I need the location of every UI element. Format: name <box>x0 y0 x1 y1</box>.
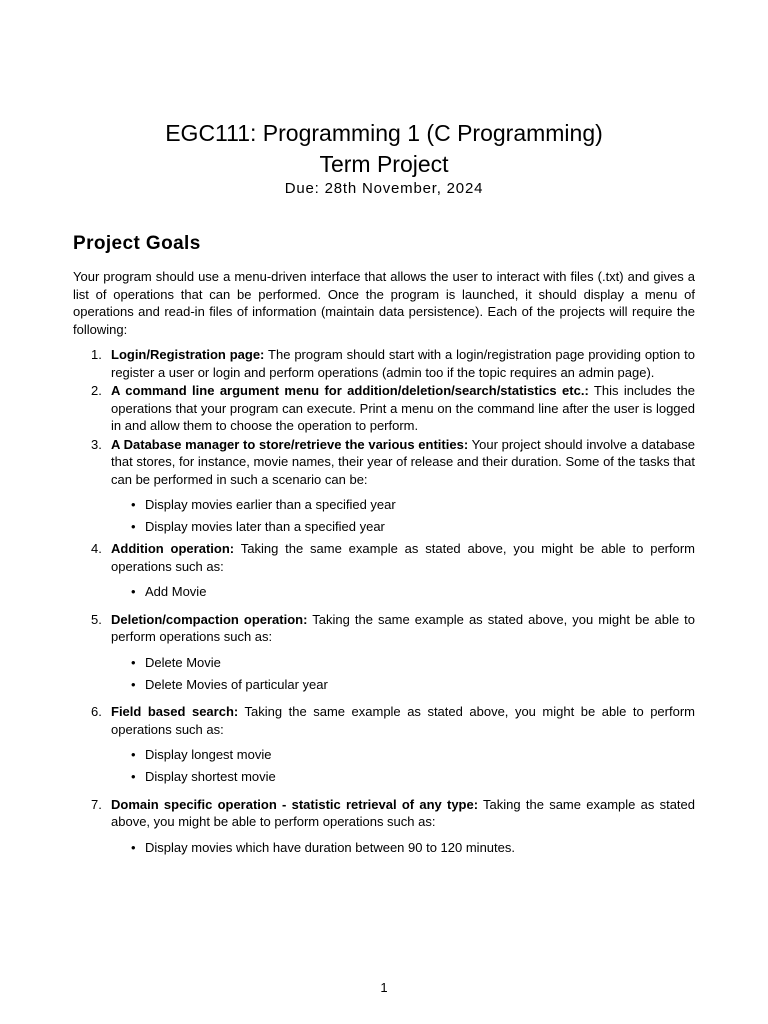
bullet-icon: • <box>131 676 136 692</box>
page-number: 1 <box>380 980 388 995</box>
section-heading-project-goals: Project Goals <box>73 233 201 254</box>
bullet-icon: • <box>131 747 136 762</box>
bullet-list <box>111 654 695 694</box>
requirements-list <box>73 346 695 861</box>
list-item-text <box>111 703 695 738</box>
bullet-icon: • <box>131 497 136 512</box>
list-item-label: Login/Registration page: <box>111 347 265 362</box>
bullet-item <box>111 768 695 786</box>
document-title: EGC111: Programming 1 (C Programming) <box>165 120 603 146</box>
list-item <box>73 796 695 857</box>
list-item-label: Field based search: <box>111 704 239 719</box>
list-item-body: Taking the same example as stated above, you might be able to perform operations such as: <box>111 541 696 574</box>
list-item-text <box>111 346 695 381</box>
bullet-item <box>111 676 695 694</box>
list-item-body: The program should start with a login/registration page providing option to register a user or login and perform operations (admin too if the topic requires an admin page). <box>111 347 695 380</box>
list-item <box>73 540 695 601</box>
list-item <box>73 436 695 536</box>
list-item-body: Your project should involve a database that stores, for instance, movie names, their year of release and their duration. Some of the tasks that can be performed in such a scenario can be: <box>111 436 696 487</box>
list-item-number: 2. <box>91 383 102 398</box>
bullet-text: Display longest movie <box>145 747 272 762</box>
list-item-body: Taking the same example as stated above, you might be able to perform operations such as: <box>111 796 695 829</box>
bullet-list <box>111 839 695 857</box>
bullet-text: Add Movie <box>145 584 207 599</box>
bullet-list <box>111 583 695 601</box>
bullet-item <box>111 496 695 514</box>
list-item-label: A Database manager to store/retrieve the various entities: <box>111 436 469 452</box>
list-item-body: This includes the operations that your program can execute. Print a menu on the command line after the user is logged in and allow them to choose the operation to perform. <box>111 383 695 433</box>
bullet-list <box>111 746 695 786</box>
list-item-label: Domain specific operation - statistic retrieval of any type: <box>111 796 479 812</box>
due-date: Due: 28th November, 2024 <box>284 180 484 197</box>
bullet-icon: • <box>131 584 136 599</box>
list-item-label: Addition operation: <box>111 541 235 556</box>
bullet-item <box>111 839 695 857</box>
list-item-text <box>111 382 695 435</box>
bullet-item <box>111 583 695 601</box>
bullet-text: Delete Movies of particular year <box>145 676 328 692</box>
bullet-item <box>111 746 695 764</box>
bullet-text: Delete Movie <box>145 654 221 670</box>
bullet-text: Display movies which have duration between 90 to 120 minutes. <box>145 839 515 855</box>
bullet-text: Display movies later than a specified year <box>145 519 385 534</box>
list-item-text <box>111 540 695 575</box>
list-item <box>73 611 695 694</box>
bullet-list <box>111 496 695 536</box>
list-item-body: Taking the same example as stated above, you might be able to perform operations such as: <box>111 611 695 644</box>
list-item-number: 4. <box>91 541 102 556</box>
list-item-text <box>111 796 695 831</box>
list-item-text <box>111 611 695 646</box>
bullet-icon: • <box>131 839 136 855</box>
bullet-icon: • <box>131 654 136 670</box>
bullet-icon: • <box>131 519 136 534</box>
bullet-item <box>111 654 695 672</box>
list-item-label: A command line argument menu for addition/deletion/search/statistics etc.: <box>111 383 589 398</box>
list-item <box>73 703 695 786</box>
list-item <box>73 346 695 381</box>
bullet-text: Display shortest movie <box>145 769 276 784</box>
list-item-number: 7. <box>91 796 102 812</box>
list-item <box>73 382 695 435</box>
list-item-text <box>111 436 695 489</box>
list-item-number: 5. <box>91 611 102 627</box>
list-item-number: 6. <box>91 704 102 719</box>
bullet-icon: • <box>131 769 136 784</box>
document-subtitle: Term Project <box>319 151 449 177</box>
list-item-body: Taking the same example as stated above, you might be able to perform operations such as: <box>111 704 695 737</box>
list-item-number: 1. <box>91 347 102 362</box>
intro-paragraph: Your program should use a menu-driven interface that allows the user to interact with files (.txt) and gives a list of operations that can be performed. Once the program is launched, it should display a menu of operations and read-in files of information (maintain data persistence). Each of the projects will require the following: <box>73 269 695 337</box>
bullet-text: Display movies earlier than a specified year <box>145 497 396 512</box>
list-item-number: 3. <box>91 436 102 452</box>
list-item-label: Deletion/compaction operation: <box>111 611 308 627</box>
bullet-item <box>111 518 695 536</box>
